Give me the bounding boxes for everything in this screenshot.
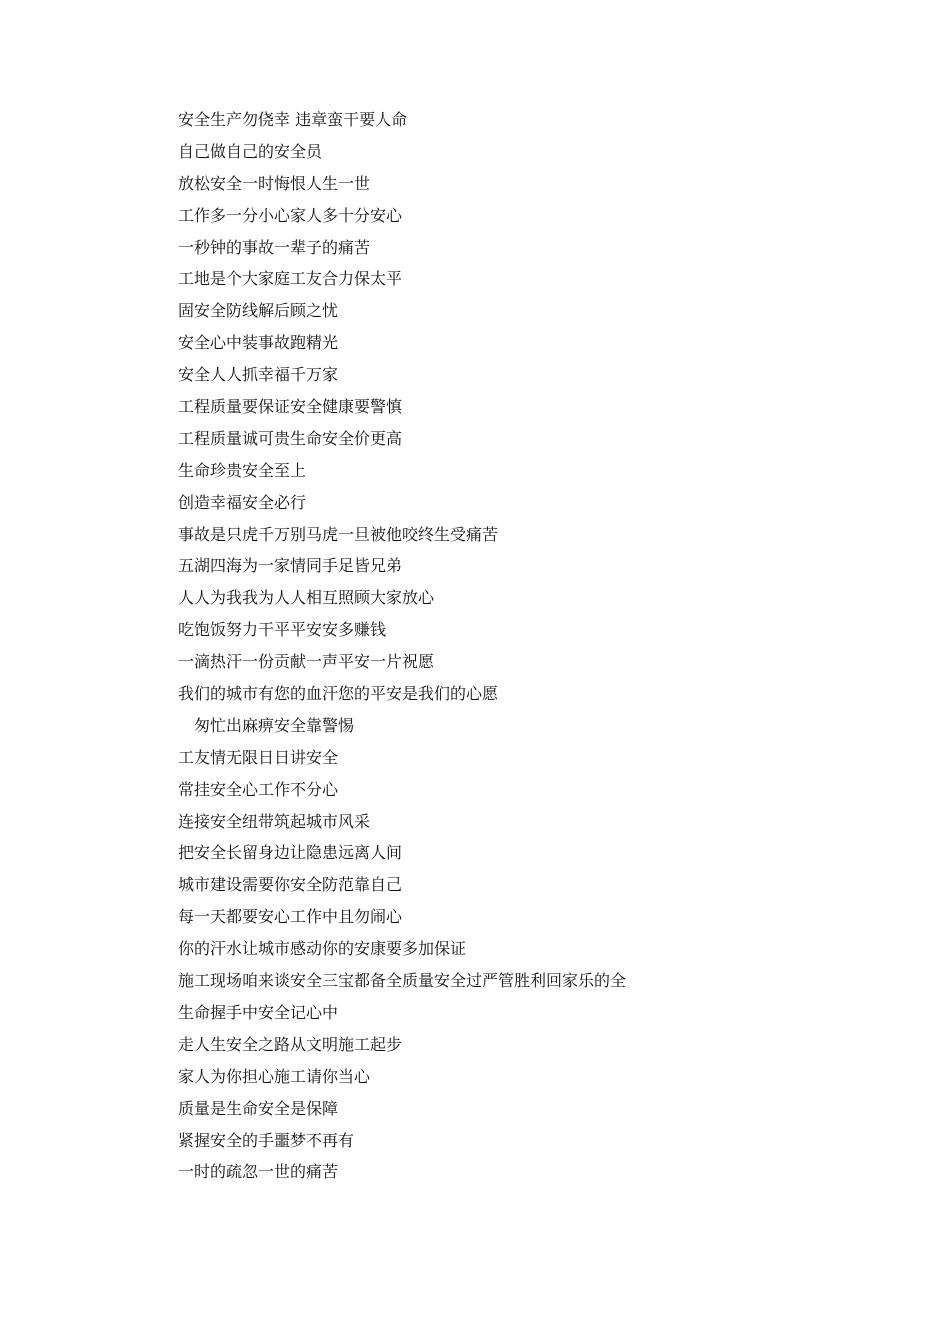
- slogan-line: 安全心中装事故跑精光: [178, 333, 339, 353]
- slogan-line: 生命珍贵安全至上: [178, 460, 307, 480]
- slogan-line: 事故是只虎千万别马虎一旦被他咬终生受痛苦: [178, 524, 499, 544]
- slogan-line: 工作多一分小心家人多十分安心: [178, 205, 403, 225]
- slogan-line: 每一天都要安心工作中且勿闹心: [178, 907, 403, 927]
- slogan-line: 工程质量诚可贵生命安全价更高: [178, 428, 403, 448]
- slogan-line: 一秒钟的事故一辈子的痛苦: [178, 237, 371, 257]
- slogan-line: 把安全长留身边让隐患远离人间: [178, 843, 403, 863]
- slogan-line: 工地是个大家庭工友合力保太平: [178, 269, 403, 289]
- slogan-line: 施工现场咱来谈安全三宝都备全质量安全过严管胜利回家乐的全: [178, 971, 627, 991]
- slogan-line: 质量是生命安全是保障: [178, 1098, 339, 1118]
- slogan-line: 我们的城市有您的血汗您的平安是我们的心愿: [178, 684, 499, 704]
- slogan-line: 人人为我我为人人相互照顾大家放心: [178, 588, 435, 608]
- slogan-line: 你的汗水让城市感动你的安康要多加保证: [178, 939, 467, 959]
- slogan-line: 创造幸福安全必行: [178, 492, 307, 512]
- slogan-line: 匆忙出麻痹安全靠警惕: [178, 715, 355, 735]
- slogan-line: 工程质量要保证安全健康要警慎: [178, 397, 403, 417]
- slogan-line: 紧握安全的手噩梦不再有: [178, 1130, 355, 1150]
- slogan-line: 生命握手中安全记心中: [178, 1002, 339, 1022]
- slogan-line: 家人为你担心施工请你当心: [178, 1066, 371, 1086]
- slogan-line: 自己做自己的安全员: [178, 141, 323, 161]
- slogan-line: 走人生安全之路从文明施工起步: [178, 1034, 403, 1054]
- slogan-line: 连接安全纽带筑起城市风采: [178, 811, 371, 831]
- slogan-line: 吃饱饭努力干平平安安多赚钱: [178, 620, 387, 640]
- slogan-line: 放松安全一时悔恨人生一世: [178, 173, 371, 193]
- slogan-line: 五湖四海为一家情同手足皆兄弟: [178, 556, 403, 576]
- slogan-line: 安全人人抓幸福千万家: [178, 365, 339, 385]
- slogan-line: 城市建设需要你安全防范靠自己: [178, 875, 403, 895]
- slogan-line: 一滴热汗一份贡献一声平安一片祝愿: [178, 652, 435, 672]
- slogan-line: 安全生产勿侥幸 违章蛮干要人命: [178, 110, 408, 129]
- slogan-line: 常挂安全心工作不分心: [178, 779, 339, 799]
- slogan-line: 固安全防线解后顾之忧: [178, 301, 339, 321]
- slogan-line: 工友情无限日日讲安全: [178, 747, 339, 767]
- slogan-line: 一时的疏忽一世的痛苦: [178, 1162, 339, 1182]
- slogan-list: [178, 104, 878, 1188]
